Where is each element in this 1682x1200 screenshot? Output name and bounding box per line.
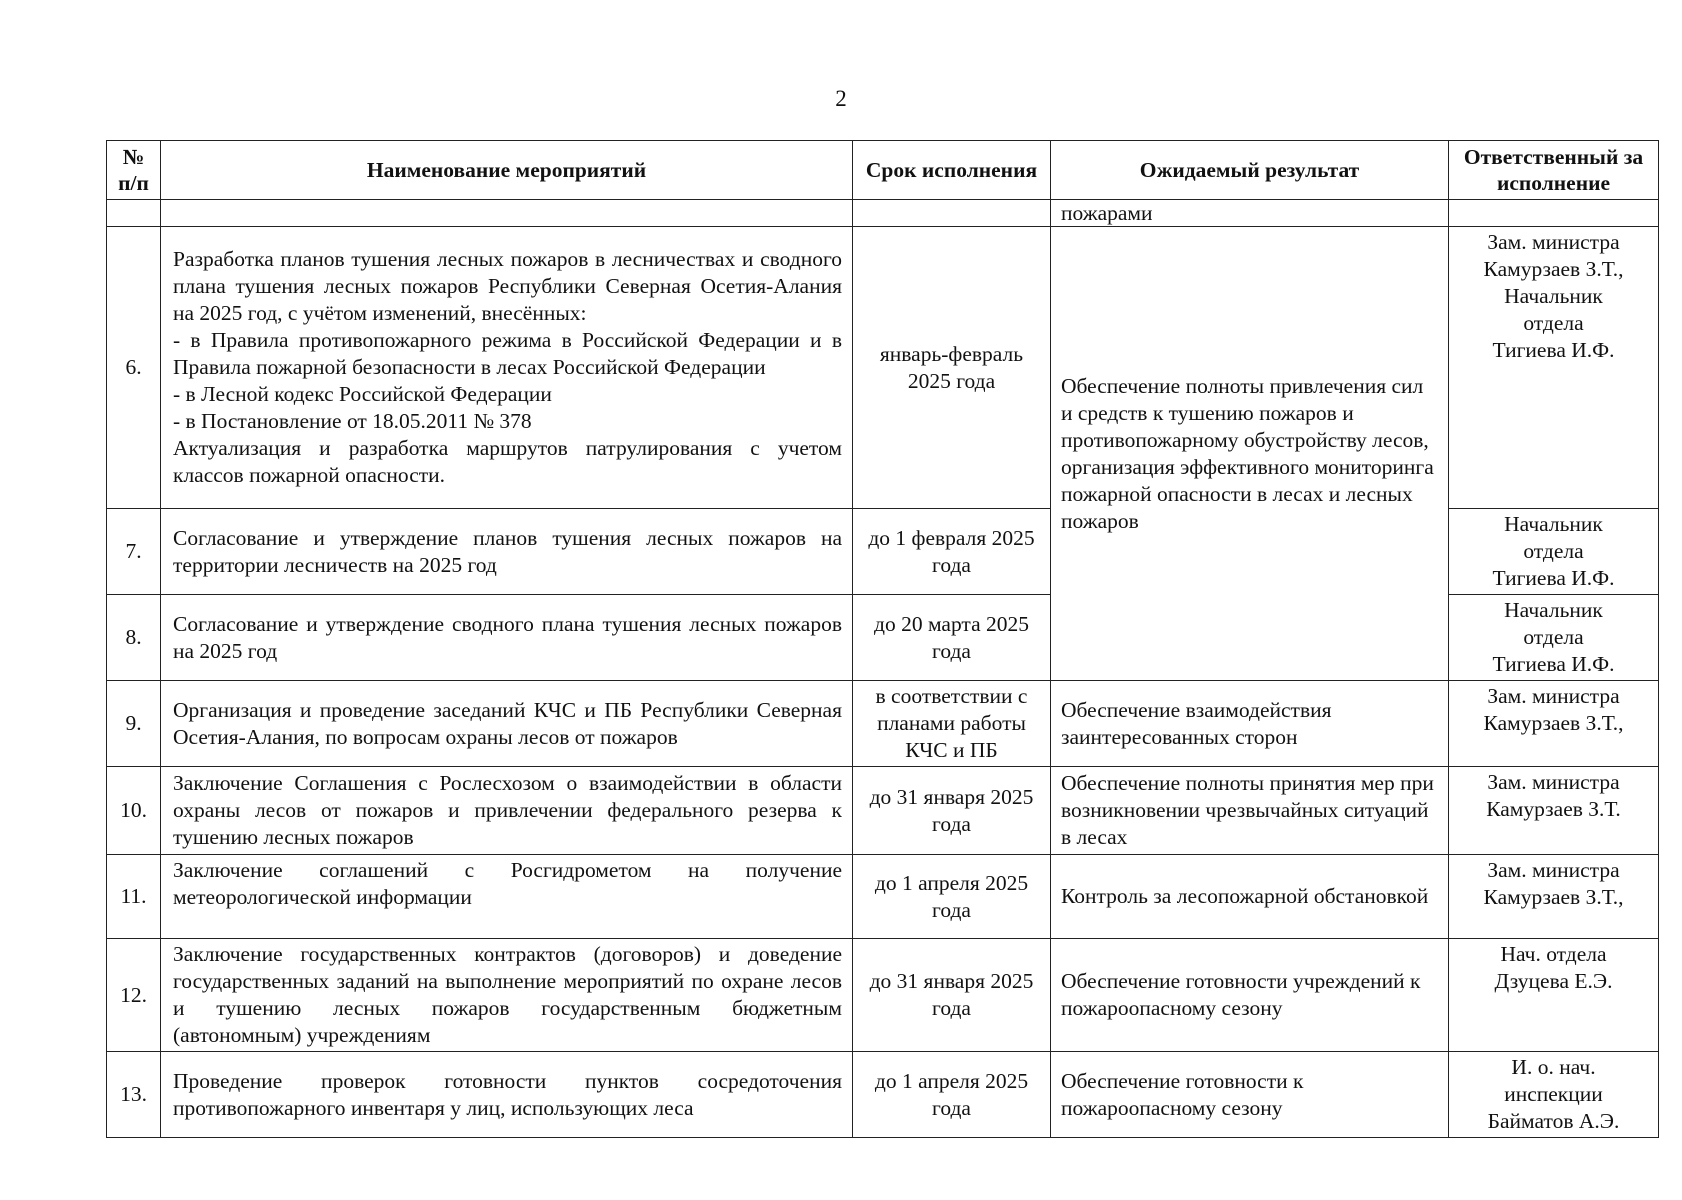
row-result: Обеспечение взаимодействия заинтересованных сторон [1051,681,1449,767]
responsible-line: Дзуцева Е.Э. [1494,969,1613,993]
carry-over-result: пожарами [1051,200,1449,227]
row-term: до 31 января 2025 года [853,767,1051,855]
table-row [107,1052,1659,1138]
responsible-line: Зам. министра [1487,230,1620,254]
row-name: Проведение проверок готовности пунктов сосредоточения противопожарного инвентаря у лиц, использующих леса [161,1052,853,1138]
row-result: Контроль за лесопожарной обстановкой [1051,855,1449,939]
table-row [107,939,1659,1052]
row-number: 13. [107,1052,161,1138]
responsible-line: отдела [1523,539,1584,563]
row-responsible [1449,767,1659,855]
responsible-line: Нач. отдела [1500,942,1607,966]
row-number: 11. [107,855,161,939]
row-result: Обеспечение готовности учреждений к пожароопасному сезону [1051,939,1449,1052]
row-responsible [1449,855,1659,939]
row-term: до 1 апреля 2025 года [853,855,1051,939]
table-header-row [107,141,1659,200]
row-term: до 31 января 2025 года [853,939,1051,1052]
row-result: Обеспечение готовности к пожароопасному сезону [1051,1052,1449,1138]
responsible-line: Байматов А.Э. [1487,1109,1620,1133]
cell-empty [853,200,1051,227]
responsible-line: Тигиева И.Ф. [1492,652,1615,676]
row-name: Организация и проведение заседаний КЧС и ПБ Республики Северная Осетия-Алания, по вопросам охраны лесов от пожаров [161,681,853,767]
row-name: Согласование и утверждение планов тушения лесных пожаров на территории лесничеств на 2025 год [161,509,853,595]
row-name-line: Разработка планов тушения лесных пожаров в лесничествах и сводного плана тушения лесных пожаров Республики Северная Осетия-Алания на 2025 год, с учётом изменений, внесённых: [173,247,842,325]
row-responsible [1449,939,1659,1052]
header-num: № п/п [107,141,161,200]
row-name-line: - в Постановление от 18.05.2011 № 378 [173,409,532,433]
cell-empty [161,200,853,227]
row-number: 7. [107,509,161,595]
row-name [161,227,853,509]
row-name-line: - в Лесной кодекс Российской Федерации [173,382,552,406]
table-row [107,227,1659,509]
responsible-line: отдела [1523,311,1584,335]
row-number: 12. [107,939,161,1052]
row-name-line: Актуализация и разработка маршрутов патрулирования с учетом классов пожарной опасности. [173,436,842,487]
responsible-line: Камурзаев З.Т., [1483,257,1624,281]
page-number: 2 [835,86,847,111]
responsible-line: Зам. министра [1487,770,1620,794]
responsible-line: Начальник [1504,598,1603,622]
row-name-line: - в Правила противопожарного режима в Российской Федерации и в Правила пожарной безопасности в лесах Российской Федерации [173,328,842,379]
row-number: 8. [107,595,161,681]
events-table [106,140,1659,1138]
row-responsible [1449,595,1659,681]
row-responsible [1449,681,1659,767]
row-term: до 1 апреля 2025 года [853,1052,1051,1138]
cell-empty [1449,200,1659,227]
row-name: Заключение Соглашения с Рослесхозом о взаимодействии в области охраны лесов от пожаров и привлечении федерального резерва к тушению лесных пожаров [161,767,853,855]
responsible-line: Камурзаев З.Т., [1483,711,1624,735]
header-name: Наименование мероприятий [161,141,853,200]
table-row [107,767,1659,855]
row-number: 9. [107,681,161,767]
row-term: январь-февраль 2025 года [853,227,1051,509]
responsible-line: И. о. нач. [1511,1055,1596,1079]
responsible-line: Начальник [1504,284,1603,308]
row-term: до 20 марта 2025 года [853,595,1051,681]
responsible-line: Тигиева И.Ф. [1492,566,1615,590]
responsible-line: Камурзаев З.Т. [1486,797,1621,821]
row-responsible [1449,1052,1659,1138]
responsible-line: отдела [1523,625,1584,649]
responsible-line: Зам. министра [1487,858,1620,882]
row-name: Заключение соглашений с Росгидрометом на получение метеорологической информации [161,855,853,939]
row-number: 10. [107,767,161,855]
responsible-line: Зам. министра [1487,684,1620,708]
row-name: Заключение государственных контрактов (договоров) и доведение государственных заданий на выполнение мероприятий по охране лесов и тушению лесных пожаров государственным бюджетным (автономным) учреждениям [161,939,853,1052]
cell-empty [107,200,161,227]
row-name: Согласование и утверждение сводного плана тушения лесных пожаров на 2025 год [161,595,853,681]
row-number: 6. [107,227,161,509]
row-responsible [1449,227,1659,509]
table-row-carry-over [107,200,1659,227]
table-row [107,855,1659,939]
header-responsible: Ответственный за исполнение [1449,141,1659,200]
table-row [107,681,1659,767]
responsible-line: Тигиева И.Ф. [1492,338,1615,362]
row-term: до 1 февраля 2025 года [853,509,1051,595]
merged-result: Обеспечение полноты привлечения сил и средств к тушению пожаров и противопожарному обустройству лесов, организация эффективного мониторинга пожарной опасности в лесах и лесных пожаров [1051,227,1449,681]
responsible-line: инспекции [1504,1082,1603,1106]
row-term: в соответствии с планами работы КЧС и ПБ [853,681,1051,767]
responsible-line: Начальник [1504,512,1603,536]
responsible-line: Камурзаев З.Т., [1483,885,1624,909]
header-result: Ожидаемый результат [1051,141,1449,200]
row-result: Обеспечение полноты принятия мер при возникновении чрезвычайных ситуаций в лесах [1051,767,1449,855]
header-term: Срок исполнения [853,141,1051,200]
row-responsible [1449,509,1659,595]
